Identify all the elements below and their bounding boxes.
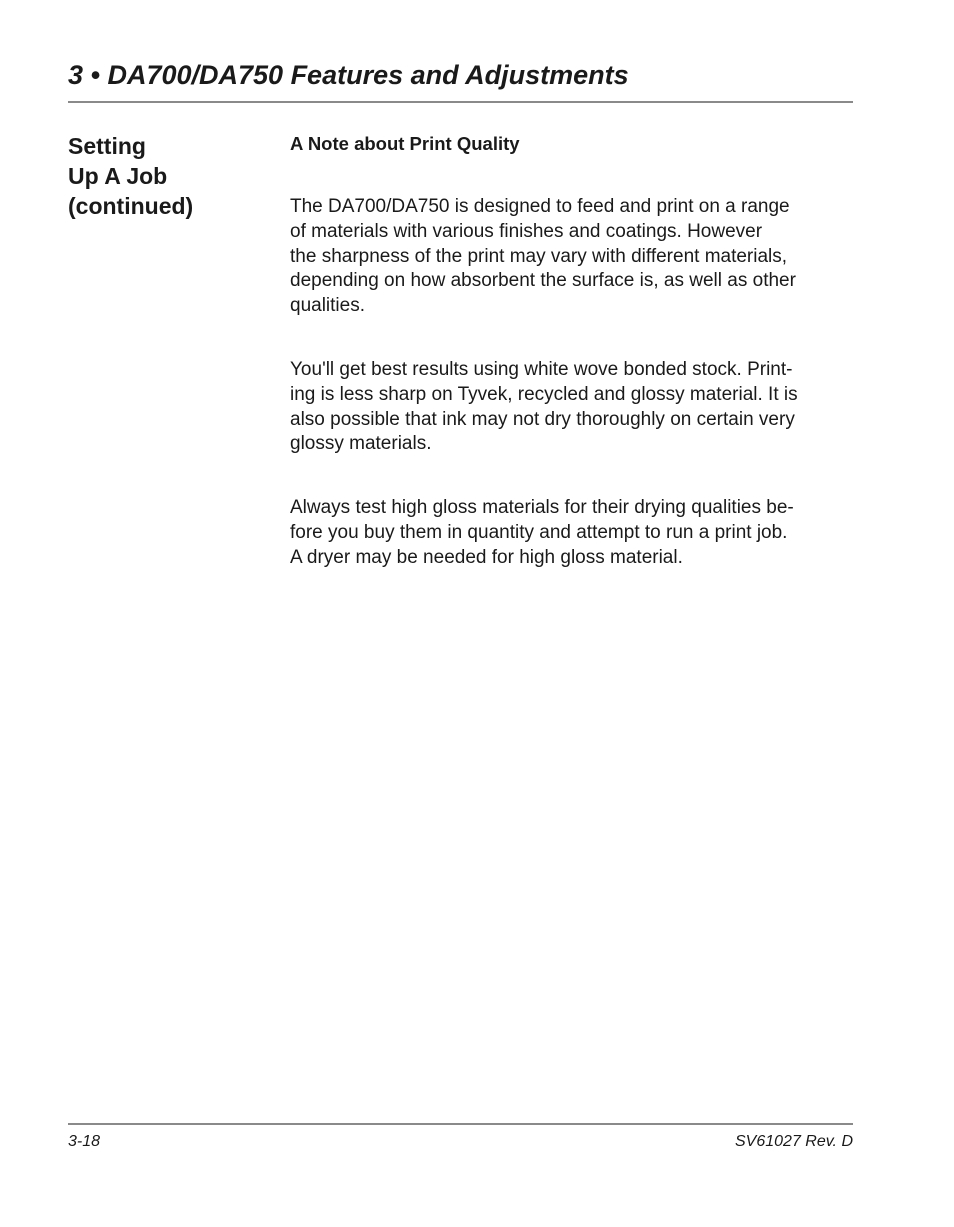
paragraph-line: qualities.	[290, 295, 365, 317]
paragraph-line: depending on how absorbent the surface is, as well as other	[290, 270, 796, 292]
side-heading-line: (continued)	[68, 193, 194, 219]
paragraph-line: of materials with various finishes and coatings. However	[290, 220, 763, 242]
footer-rule	[68, 1123, 853, 1125]
chapter-title: 3 • DA700/DA750 Features and Adjustments	[68, 60, 629, 90]
paragraph-line: the sharpness of the print may vary with different materials,	[290, 245, 788, 267]
paragraph-line: Always test high gloss materials for their drying qualities be-	[290, 497, 794, 519]
paragraph-test-gloss	[290, 496, 854, 570]
paragraph-line: ing is less sharp on Tyvek, recycled and glossy material. It is	[290, 383, 798, 405]
section-title: A Note about Print Quality	[290, 133, 520, 154]
paragraph-line: A dryer may be needed for high gloss material.	[290, 546, 683, 568]
page-number: 3-18	[68, 1133, 101, 1150]
main-content	[290, 131, 854, 571]
paragraph-line: You'll get best results using white wove bonded stock. Print-	[290, 358, 793, 380]
paragraph-line: fore you buy them in quantity and attempt to run a print job.	[290, 521, 788, 543]
paragraph-line: glossy materials.	[290, 433, 432, 455]
paragraph-best-results	[290, 358, 854, 457]
paragraph-line: also possible that ink may not dry thoroughly on certain very	[290, 408, 795, 430]
paragraph-print-range	[290, 195, 854, 319]
header-rule	[68, 101, 853, 103]
document-id: SV61027 Rev. D	[735, 1133, 853, 1150]
side-heading-line: Setting	[68, 133, 146, 159]
side-heading	[68, 131, 268, 221]
paragraph-line: The DA700/DA750 is designed to feed and print on a range	[290, 196, 790, 217]
side-heading-line: Up A Job	[68, 163, 168, 189]
